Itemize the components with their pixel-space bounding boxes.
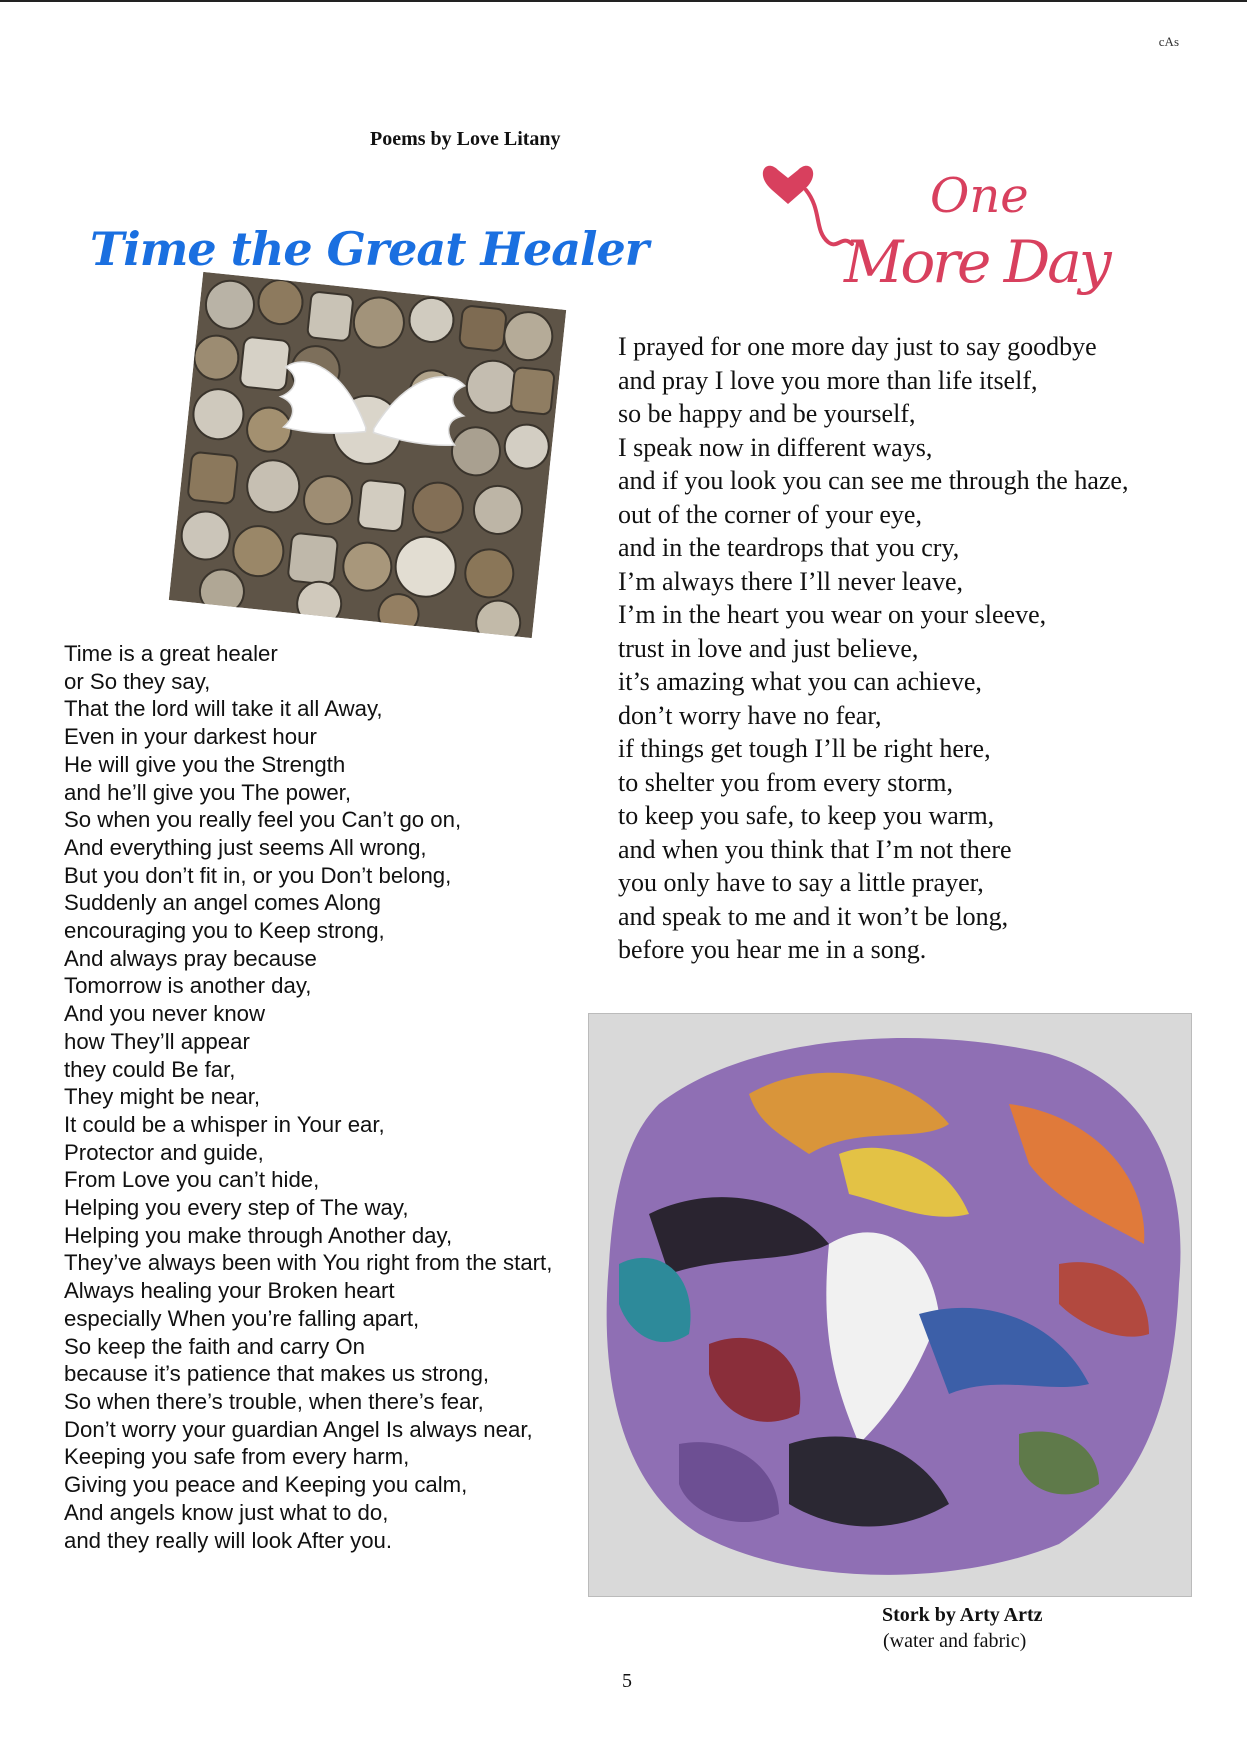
artwork-caption-title: Stork by Arty Artz [882,1604,1043,1626]
poem1-line: So when there’s trouble, when there’s fear, [64,1388,484,1414]
poem1-body [64,640,594,1554]
poem1-line: Even in your darkest hour [64,724,317,750]
poem1-line: Giving you peace and Keeping you calm, [64,1472,468,1498]
poem2-line: and when you think that I’m not there [618,834,1012,864]
poem1-line: But you don’t fit in, or you Don’t belong, [64,862,452,888]
poem1-line: and he’ll give you The power, [64,779,351,805]
poem2-line: and in the teardrops that you cry, [618,533,960,562]
poem1-line: He will give you the Strength [64,751,346,777]
poem1-line: And always pray because [64,945,317,971]
title-one: One [930,168,1029,224]
poem1-line: From Love you can’t hide, [64,1167,320,1193]
poem1-line: Time is a great healer [64,641,278,666]
poem2-line: and pray I love you more than life itself, [618,365,1038,395]
poem1-line: Keeping you safe from every harm, [64,1444,410,1470]
poem2-line: I speak now in different ways, [618,432,933,462]
poem2-line: to keep you safe, to keep you warm, [618,801,995,830]
one-more-day-title [752,150,1122,325]
poem2-line: it’s amazing what you can achieve, [618,667,982,696]
heart-icon [763,166,813,204]
watch-faces-illustration [169,272,566,638]
top-rule [0,0,1247,2]
poem1-line: They’ve always been with You right from the start, [64,1250,553,1276]
poem2-line: you only have to say a little prayer, [618,868,984,897]
poem2-line: and speak to me and it won’t be long, [618,901,1009,931]
poem2-line: I’m always there I’ll never leave, [618,566,964,596]
poem1-line: and they really will look After you. [64,1527,393,1553]
poem2-line: out of the corner of your eye, [618,499,922,529]
poem1-line: And everything just seems All wrong, [64,834,427,860]
poem1-line: encouraging you to Keep strong, [64,918,385,944]
felt-artwork-illustration [589,1014,1191,1596]
poem2-line: so be happy and be yourself, [618,399,916,428]
poem1-title: Time the Great Healer [90,222,648,276]
poem1-line: Helping you every step of The way, [64,1195,409,1221]
poem1-line: It could be a whisper in Your ear, [64,1111,385,1137]
title-more-day: More Day [844,228,1109,296]
poem1-line: That the lord will take it all Away, [64,696,383,722]
poem1-line: So keep the faith and carry On [64,1333,365,1359]
poem2-line: if things get tough I’ll be right here, [618,734,991,763]
byline: Poems by Love Litany [370,128,561,150]
poem1-line: Suddenly an angel comes Along [64,890,382,916]
poem1-line: especially When you’re falling apart, [64,1305,420,1331]
poem1-line: Protector and guide, [64,1139,264,1165]
poem2-line: and if you look you can see me through the haze, [618,466,1129,495]
poem1-line: And you never know [64,1001,266,1027]
felt-artwork-image [588,1013,1192,1597]
one-more-day-script [752,150,1122,325]
poem2-line: trust in love and just believe, [618,633,919,663]
poem1-line: So when you really feel you Can’t go on, [64,807,462,833]
poem2-line: don’t worry have no fear, [618,700,882,730]
artwork-caption-subtitle: (water and fabric) [883,1630,1027,1652]
poem1-line: Helping you make through Another day, [64,1222,453,1248]
poem1-line: or So they say, [64,668,211,694]
corner-mark: cAs [1158,34,1179,49]
watch-faces-image [169,272,566,638]
poem1-line: Don’t worry your guardian Angel Is always near, [64,1416,533,1442]
poem1-line: how They’ll appear [64,1028,250,1054]
poem1-line: And angels know just what to do, [64,1499,389,1525]
page-number: 5 [622,1670,632,1692]
poem1-line: Always healing your Broken heart [64,1278,395,1304]
poem2-line: before you hear me in a song. [618,935,927,964]
poem2-line: I’m in the heart you wear on your sleeve, [618,600,1047,629]
poem1-line: they could Be far, [64,1056,236,1082]
poem2-line: I prayed for one more day just to say goodbye [618,332,1097,361]
poem2-line: to shelter you from every storm, [618,767,954,797]
poem1-line: Tomorrow is another day, [64,973,312,999]
poem1-line: because it’s patience that makes us strong, [64,1361,490,1387]
poem1-line: They might be near, [64,1084,261,1110]
poem2-body [618,330,1218,967]
